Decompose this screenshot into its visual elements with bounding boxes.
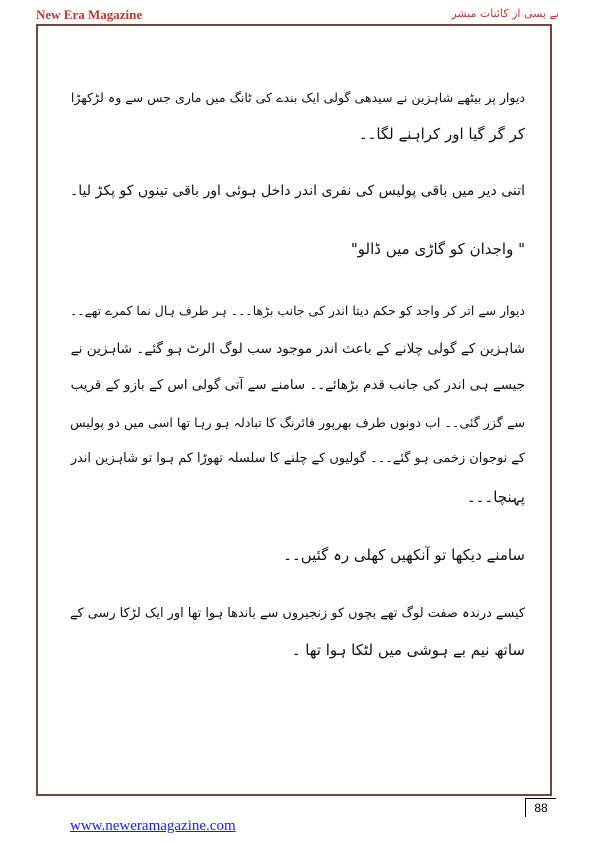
text-line: دیوار سے اتر کر واجد کو حکم دیتا اندر کی جانب بڑھا۔۔۔ ہر طرف ہال نما کمرے تھے۔۔	[69, 303, 525, 318]
website-link[interactable]: www.neweramagazine.com	[70, 818, 236, 834]
story-title: بے بسی از کائنات مبشر	[451, 7, 559, 20]
page-number: 88	[525, 798, 556, 817]
text-line: دیوار پر بیٹھے شاہزین نے سیدھی گولی ایک بندے کی ٹانگ میں ماری جس سے وہ لڑکھڑا	[70, 90, 525, 105]
text-line: جیسے ہی اندر کی جانب قدم بڑھائے۔۔ سامنے سے آتی گولی اس کے بازو کے قریب	[70, 378, 525, 393]
text-line: اتنی دیر میں باقی پولیس کی نفری اندر داخل ہوئی اور باقی تینوں کو پکڑ لیا۔	[70, 183, 525, 199]
text-line: کیسے درندہ صفت لوگ تھے بچوں کو زنجیروں سے باندھا ہوا تھا اور ایک لڑکا رسی کے	[69, 606, 525, 621]
text-line: سامنے دیکھا تو آنکھیں کھلی رہ گئیں۔۔	[283, 546, 525, 564]
text-line: شاہزین کے گولی چلانے کے باعث اندر موجود سب لوگ الرٹ ہو گئے۔ شاہزین نے	[70, 341, 525, 357]
text-line: " واجدان کو گاڑی میں ڈالو"	[350, 240, 525, 258]
text-line: پہنچا۔۔۔	[466, 488, 525, 506]
text-line: سے گزر گئی۔۔ اب دونوں طرف بھرپور فائرنگ کا تبادلہ ہو رہا تھا اسی میں دو پولیس	[70, 415, 525, 430]
text-line: ساتھ نیم بے ہوشی میں لٹکا ہوا تھا ۔	[291, 641, 525, 659]
magazine-name: New Era Magazine	[36, 7, 143, 22]
text-line: کر گر گیا اور کراہنے لگا۔۔	[358, 125, 525, 143]
text-line: کے نوجوان زخمی ہو گئے۔۔۔ گولیوں کے چلنے کا سلسلہ تھوڑا کم ہوا تو شاہزین اندر	[70, 451, 525, 466]
